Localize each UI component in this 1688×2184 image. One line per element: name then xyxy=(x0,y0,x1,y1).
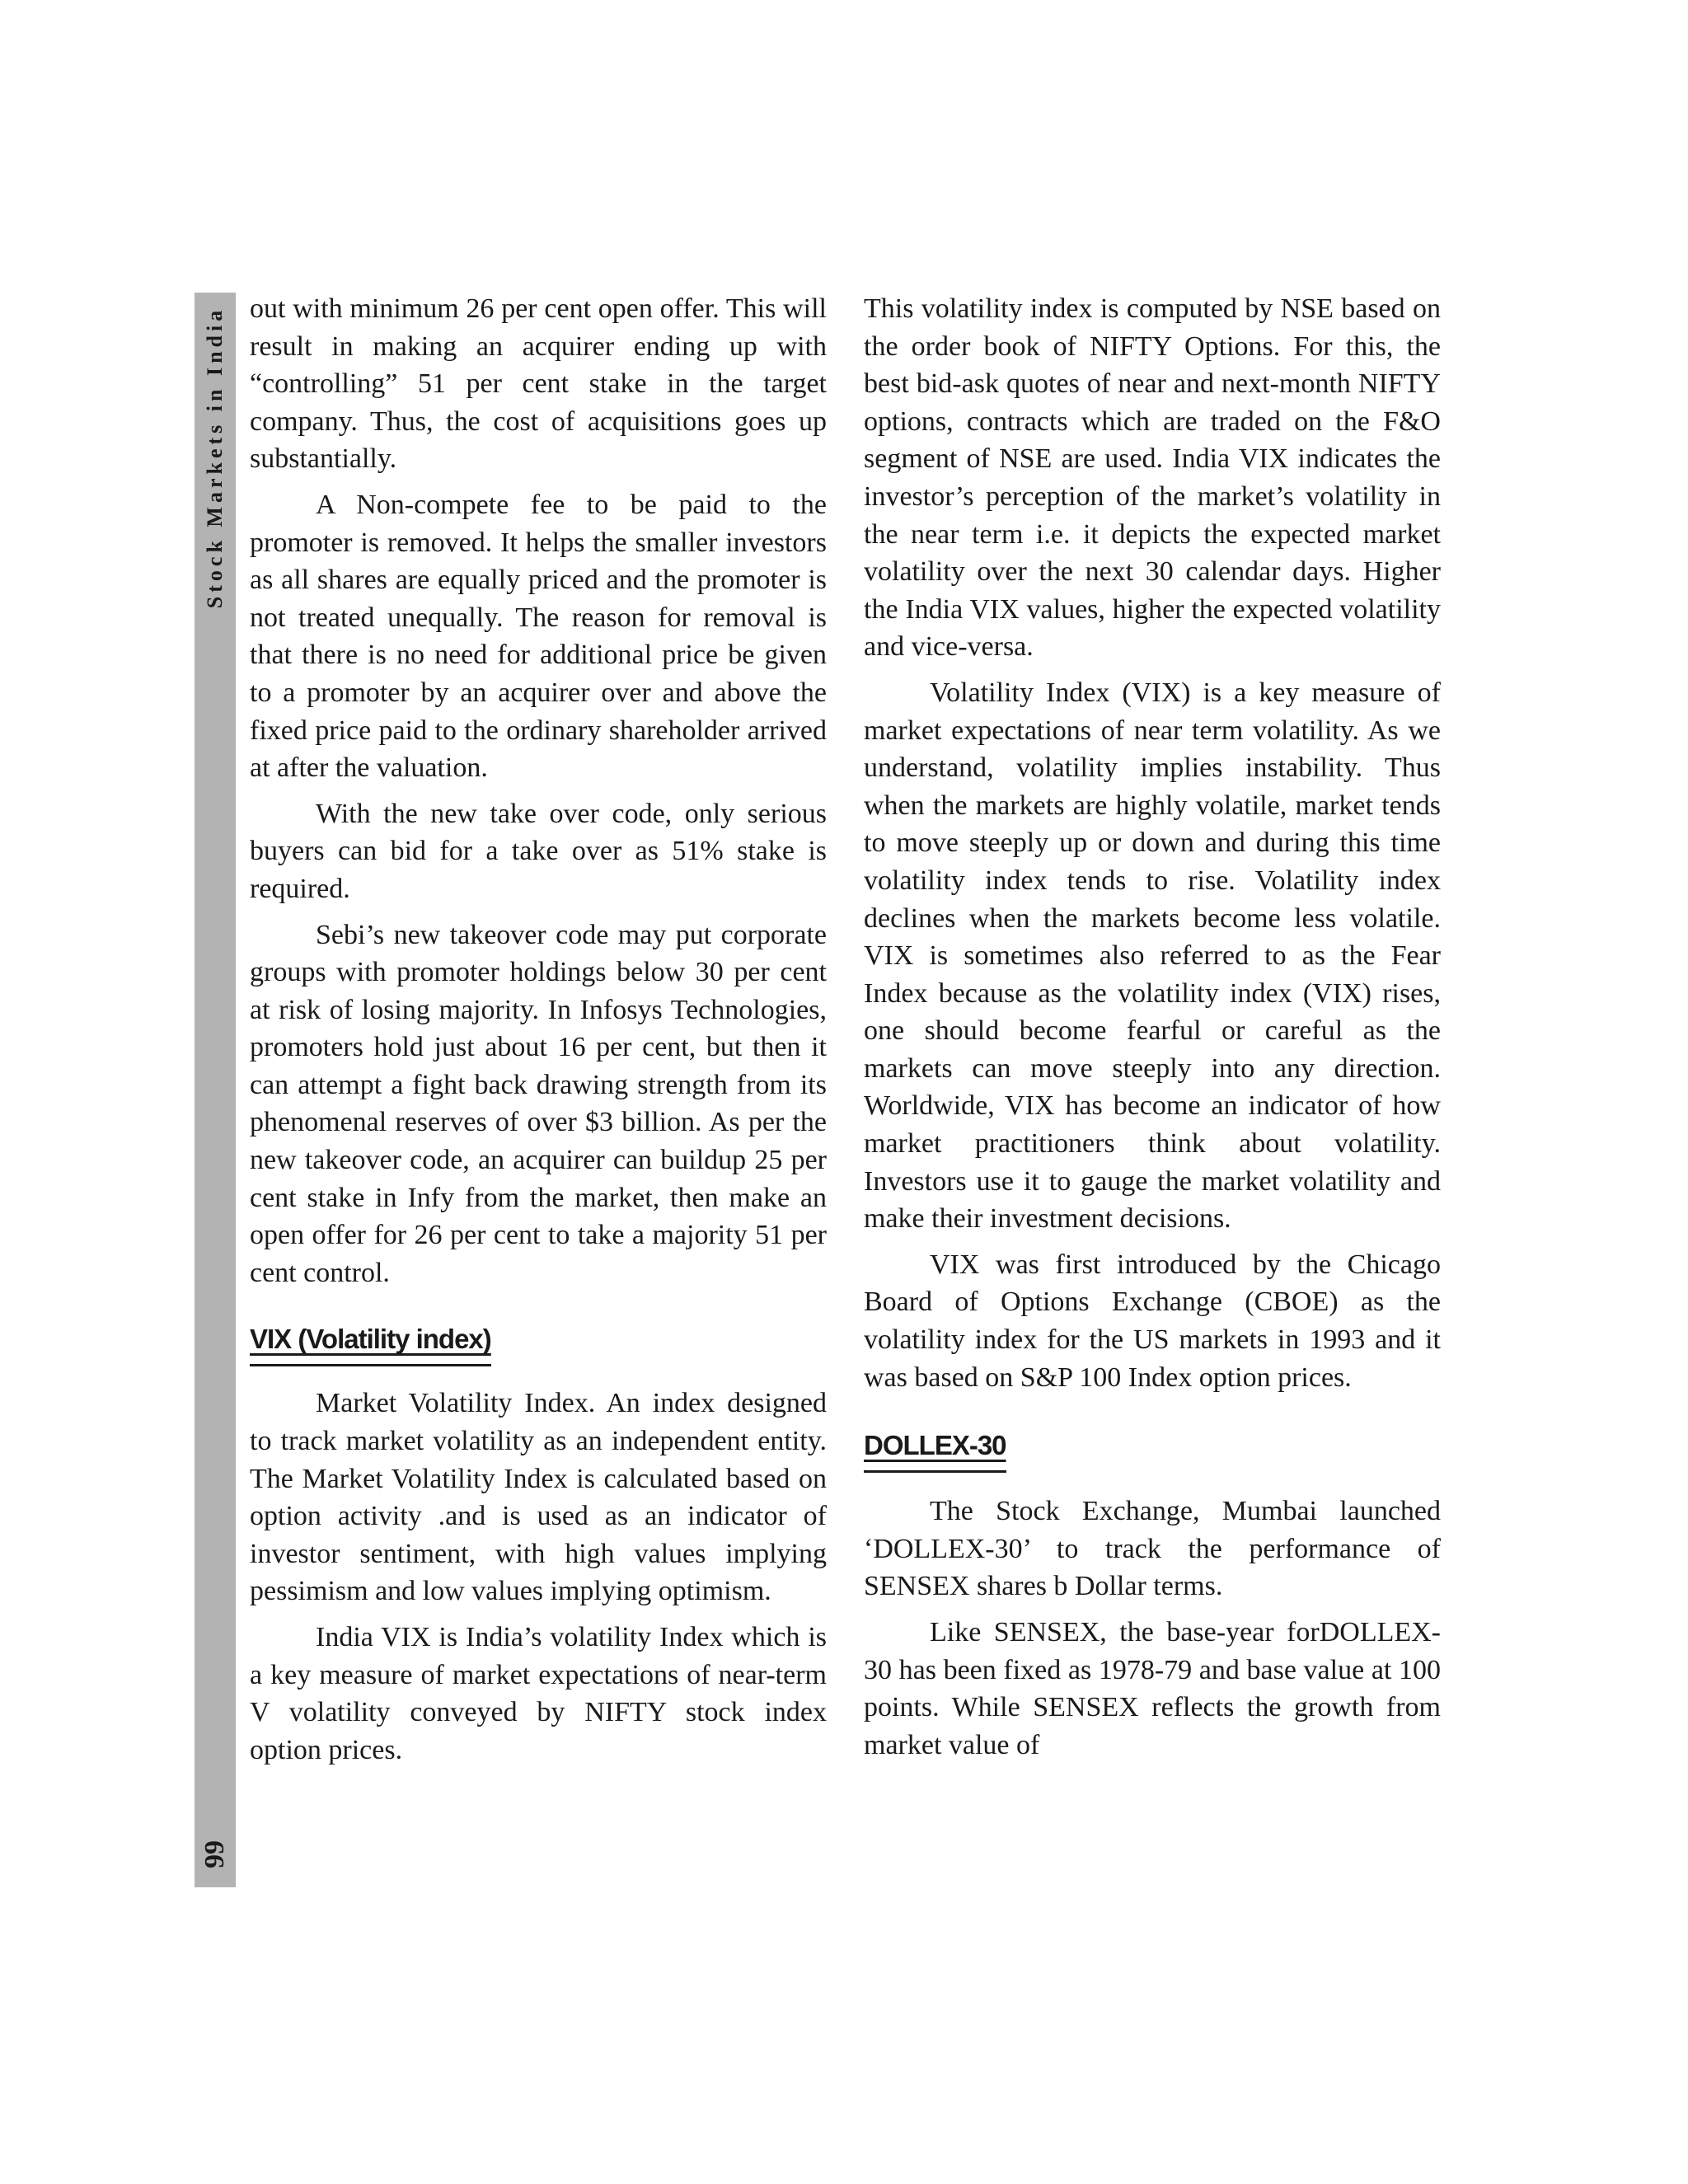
page-number xyxy=(195,1825,236,1883)
paragraph: Like SENSEX, the base-year forDOLLEX-30 has been fixed as 1978-79 and base value at 100 points. While SENSEX reflects the growth from market value of xyxy=(864,1617,1441,1760)
paragraph: A Non-compete fee to be paid to the promoter is removed. It helps the smaller investors as all shares are equally priced and the promoter is not treated unequally. The reason for removal is that there is no need for additional price be given to a promoter by an acquirer over and above the fixed price paid to the ordinary shareholder arrived at after the valuation. xyxy=(250,489,827,784)
running-head-text: Stock Markets in India xyxy=(203,306,227,609)
paragraph: India VIX is India’s volatility Index which is a key measure of market expectations of near-term V volatility conveyed by NIFTY stock index option prices. xyxy=(250,1622,827,1765)
paragraph: The Stock Exchange, Mumbai launched ‘DOLLEX-30’ to track the performance of SENSEX shares b Dollar terms. xyxy=(864,1496,1441,1602)
paragraph: With the new take over code, only serious buyers can bid for a take over as 51% stake is required. xyxy=(250,798,827,904)
paragraph: Sebi’s new takeover code may put corporate groups with promoter holdings below 30 per cent at risk of losing majority. In Infosys Technologies, promoters hold just about 16 per cent, but then it can attempt a fight back drawing strength from its phenomenal reserves of over $3 billion. As per the new takeover code, an acquirer can buildup 25 per cent stake in Infy from the market, then make an open offer for 26 per cent to take a majority 51 per cent control. xyxy=(250,919,827,1288)
section-heading-wrap xyxy=(864,1429,1441,1473)
paragraph: Volatility Index (VIX) is a key measure of market expectations of near term volatility. As we understand, volatility implies instability. Thus when the markets are highly volatile, market tends to move steeply up or down and during this time volatility index tends to rise. Volatility index declines when the markets become less volatile. VIX is sometimes also referred to as the Fear Index because as the volatility index (VIX) rises, one should become fearful or careful as the markets can move steeply into any direction. Worldwide, VIX has become an indicator of how market practitioners think about volatility. Investors use it to gauge the market volatility and make their investment decisions. xyxy=(864,677,1441,1235)
running-head xyxy=(195,293,236,622)
right-column xyxy=(864,290,1441,1772)
section-heading-dollex: DOLLEX-30 xyxy=(864,1429,1006,1473)
left-column xyxy=(250,290,827,1777)
section-heading-vix: VIX (Volatility index) xyxy=(250,1323,491,1366)
paragraph: VIX was first introduced by the Chicago Board of Options Exchange (CBOE) as the volatility index for the US markets in 1993 and it was based on S&P 100 Index option prices. xyxy=(864,1249,1441,1393)
paragraph: Market Volatility Index. An index designed to track market volatility as an independent entity. The Market Volatility Index is calculated based on option activity .and is used as an indicator of investor sentiment, with high values implying pessimism and low values implying optimism. xyxy=(250,1388,827,1607)
paragraph: out with minimum 26 per cent open offer. This will result in making an acquirer ending up with “controlling” 51 per cent stake in the target company. Thus, the cost of acquisitions goes up substantially. xyxy=(250,293,827,475)
page-number-text: 99 xyxy=(199,1840,230,1868)
section-heading-wrap xyxy=(250,1323,827,1366)
paragraph: This volatility index is computed by NSE based on the order book of NIFTY Options. For this, the best bid-ask quotes of near and next-month NIFTY options, contracts which are traded on the F&O segment of NSE are used. India VIX indicates the investor’s perception of the market’s volatility in the near term i.e. it depicts the expected market volatility over the next 30 calendar days. Higher the India VIX values, higher the expected volatility and vice-versa. xyxy=(864,293,1441,663)
